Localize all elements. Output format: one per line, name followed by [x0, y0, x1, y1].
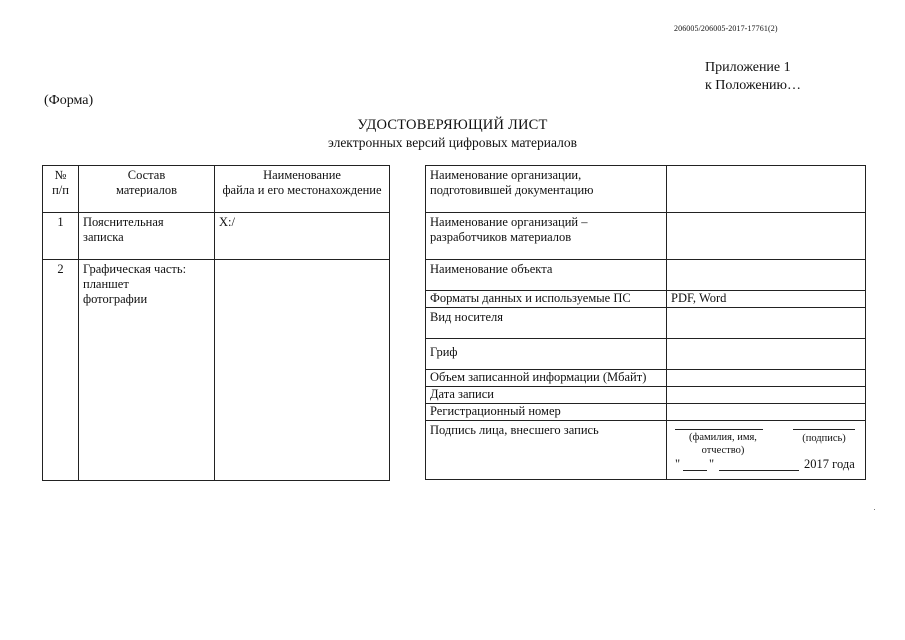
- fio-caption: [679, 431, 767, 457]
- table-row: [43, 213, 390, 260]
- info-label: Гриф: [426, 339, 667, 370]
- header-num: [43, 166, 79, 213]
- header-filename-line2: файла и его местонахождение: [222, 183, 382, 197]
- info-label: Регистрационный номер: [426, 404, 667, 421]
- table-row: [43, 260, 390, 481]
- header-composition-line1: Состав: [127, 168, 166, 182]
- header-num-line1: №: [54, 168, 67, 182]
- info-label-line: Наименование организаций –: [430, 215, 588, 229]
- header-filename: [215, 166, 390, 213]
- info-row: [426, 260, 866, 291]
- year-label: 2017 года: [804, 457, 855, 471]
- info-value: [667, 260, 866, 291]
- info-row: [426, 404, 866, 421]
- info-row: [426, 339, 866, 370]
- info-value: [667, 308, 866, 339]
- composition-line: фотографии: [83, 292, 148, 306]
- appendix-line-2: к Положению…: [705, 78, 802, 93]
- materials-table: [42, 165, 390, 481]
- signature-line: [793, 429, 855, 430]
- info-value: [667, 166, 866, 213]
- signature-row: [426, 421, 866, 480]
- row-num: 2: [43, 260, 79, 481]
- document-title: УДОСТОВЕРЯЮЩИЙ ЛИСТ: [357, 117, 548, 133]
- composition-line: планшет: [83, 277, 129, 291]
- signature-label: Подпись лица, внесшего запись: [426, 421, 667, 480]
- header-composition: [79, 166, 215, 213]
- row-filename: [215, 260, 390, 481]
- info-label-line: Наименование организации,: [430, 168, 582, 182]
- signature-block: [667, 421, 866, 480]
- info-label: [426, 166, 667, 213]
- header-num-line2: п/п: [52, 183, 69, 197]
- info-value: PDF, Word: [667, 291, 866, 308]
- signature-caption: (подпись): [802, 433, 846, 444]
- fio-caption-line: (фамилия, имя,: [689, 432, 757, 443]
- info-row: [426, 387, 866, 404]
- info-label: Наименование объекта: [426, 260, 667, 291]
- info-label: Дата записи: [426, 387, 667, 404]
- info-label-line: разработчиков материалов: [430, 230, 572, 244]
- row-filename: X:/: [215, 213, 390, 260]
- info-label: [426, 213, 667, 260]
- day-line: [683, 470, 707, 471]
- close-quote: ": [709, 457, 715, 471]
- info-label: Форматы данных и используемые ПС: [426, 291, 667, 308]
- info-row: [426, 308, 866, 339]
- form-label: (Форма): [44, 93, 94, 108]
- info-table: [425, 165, 866, 480]
- info-row: [426, 291, 866, 308]
- composition-line: записка: [83, 230, 124, 244]
- info-row: [426, 166, 866, 213]
- open-quote: ": [675, 457, 681, 471]
- info-value: [667, 213, 866, 260]
- row-num: 1: [43, 213, 79, 260]
- info-value: [667, 339, 866, 370]
- row-composition: [79, 260, 215, 481]
- row-composition: [79, 213, 215, 260]
- info-value: [667, 387, 866, 404]
- composition-line: Графическая часть:: [83, 262, 187, 276]
- header-filename-line1: Наименование: [263, 168, 341, 182]
- fio-line: [675, 429, 763, 430]
- info-label: Объем записанной информации (Мбайт): [426, 370, 667, 387]
- info-value: [667, 404, 866, 421]
- document-subtitle: электронных версий цифровых материалов: [328, 135, 577, 150]
- info-label-line: подготовившей документацию: [430, 183, 594, 197]
- info-label: Вид носителя: [426, 308, 667, 339]
- table-header-row: [43, 166, 390, 213]
- header-composition-line2: материалов: [115, 183, 178, 197]
- info-row: [426, 213, 866, 260]
- scan-speck: [874, 509, 875, 510]
- month-line: [719, 470, 799, 471]
- info-value: [667, 370, 866, 387]
- info-row: [426, 370, 866, 387]
- fio-caption-line: отчество): [701, 445, 745, 456]
- document-number: 206005/206005-2017-17761(2): [674, 24, 778, 33]
- appendix-line-1: Приложение 1: [705, 60, 791, 75]
- composition-line: Пояснительная: [83, 215, 164, 229]
